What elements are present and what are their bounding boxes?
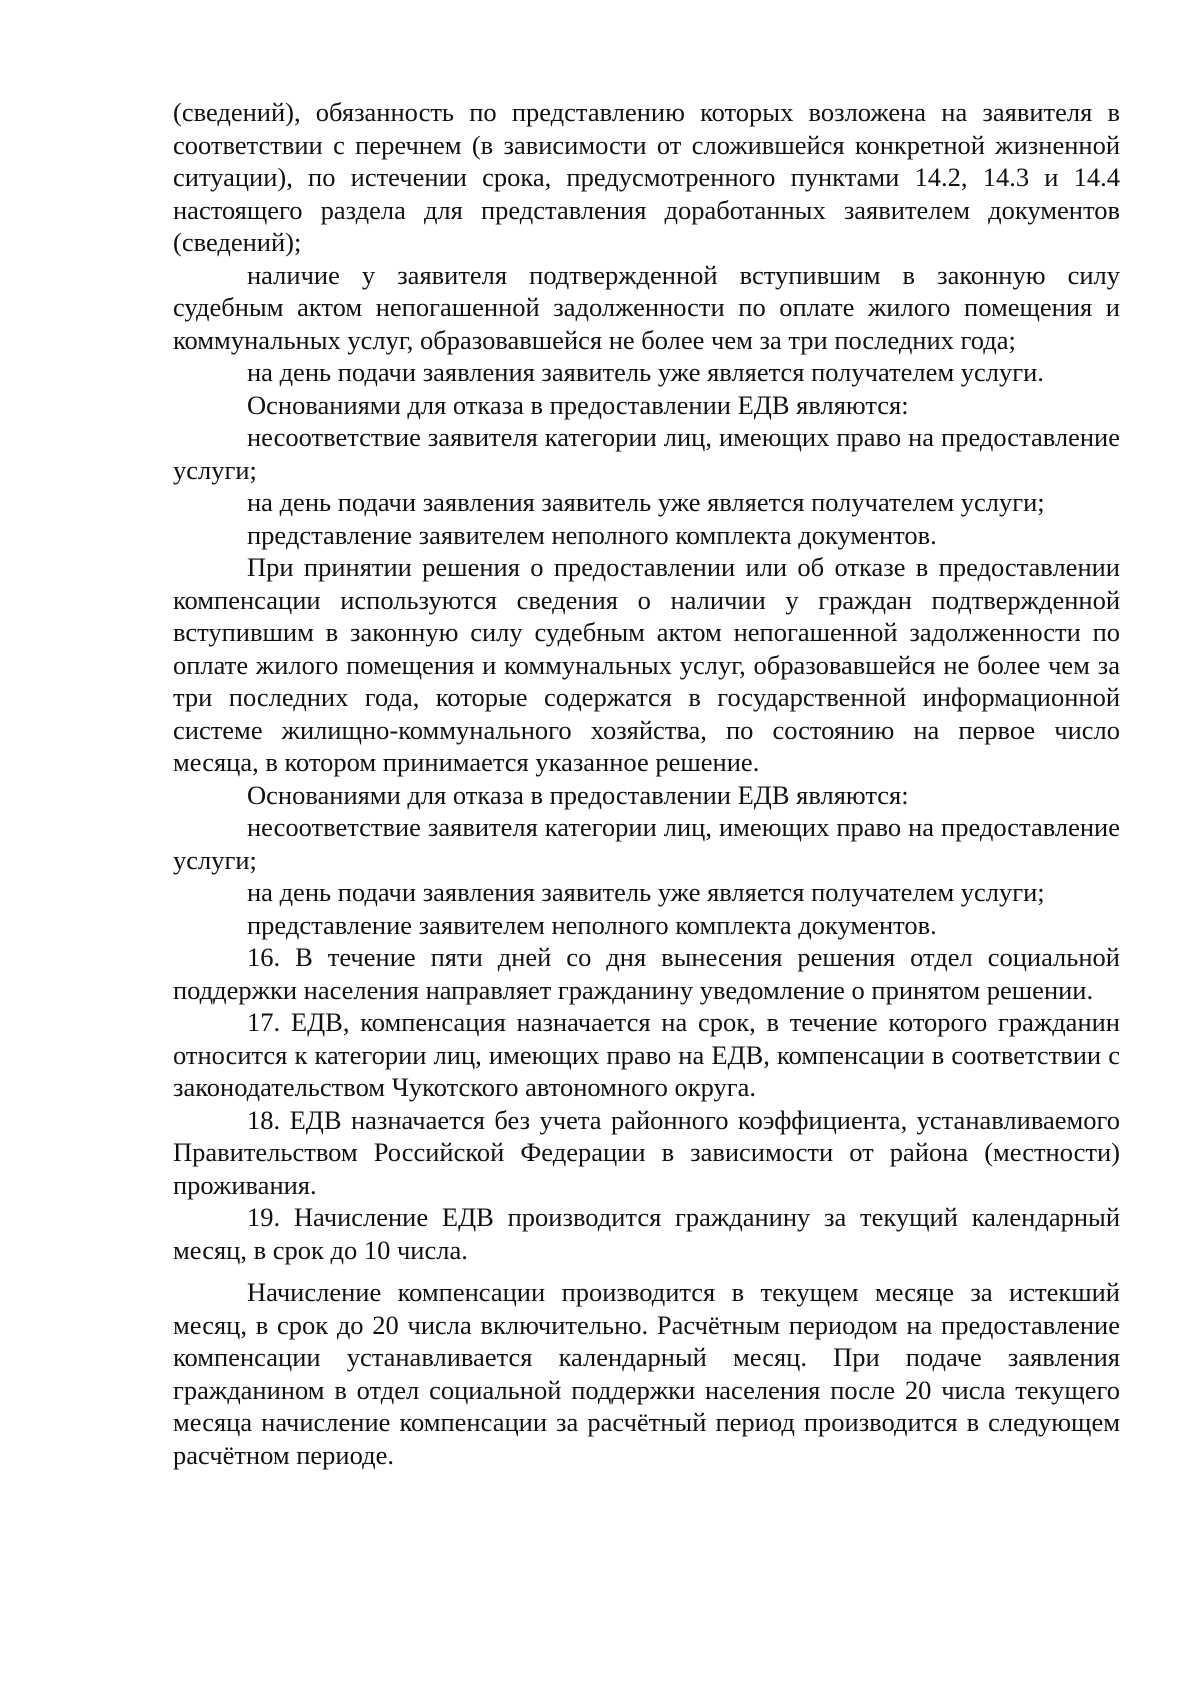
paragraph-already-recipient: на день подачи заявления заявитель уже является получателем услуги.: [247, 357, 1044, 387]
paragraph-refusal-incomplete-2: представление заявителем неполного комплекта документов.: [247, 909, 937, 940]
paragraph-refusal-recipient: на день подачи заявления заявитель уже является получателем услуги;: [247, 487, 1045, 517]
paragraph-item-19: 19. Начисление ЕДВ производится гражданину за текущий календарный месяц, в срок до 10 числа.: [173, 1202, 1120, 1265]
document-body: [173, 96, 1120, 1471]
paragraph-refusal-incomplete: представление заявителем неполного комплекта документов.: [247, 519, 937, 550]
paragraph-debt-condition: наличие у заявителя подтвержденной вступившим в законную силу судебным актом непогашенной задолженности по оплате жилого помещения и коммунальных услуг, образовавшейся не более чем за три последних года;: [173, 259, 1120, 355]
paragraph-refusal-category-2: несоответствие заявителя категории лиц, имеющих право на предоставление услуги;: [173, 812, 1120, 875]
paragraph-refusal-grounds-heading: Основаниями для отказа в предоставлении ЕДВ являются:: [247, 389, 909, 420]
paragraph-compensation-accrual: Начисление компенсации производится в текущем месяце за истекший месяц, в срок до 20 числа включительно. Расчётным периодом на предоставление компенсации устанавливается календарный месяц. При подаче заявления гражданином в отдел социальной поддержки населения после 20 числа текущего месяца начисление компенсации за расчётный период производится в следующем расчётном периоде.: [173, 1277, 1120, 1470]
paragraph-refusal-grounds-heading-2: Основаниями для отказа в предоставлении ЕДВ являются:: [247, 779, 909, 810]
paragraph-item-16: 16. В течение пяти дней со дня вынесения решения отдел социальной поддержки населения направляет гражданину уведомление о принятом решении.: [173, 942, 1120, 1005]
paragraph-item-18: 18. ЕДВ назначается без учета районного коэффициента, устанавливаемого Правительством Российской Федерации в зависимости от района (местности) проживания.: [173, 1104, 1120, 1200]
paragraph-refusal-category: несоответствие заявителя категории лиц, имеющих право на предоставление услуги;: [173, 422, 1120, 485]
paragraph-continuation: (сведений), обязанность по представлению которых возложена на заявителя в соответствии с перечнем (в зависимости от сложившейся конкретной жизненной ситуации), по истечении срока, предусмотренного пунктами 14.2, 14.3 и 14.4 настоящего раздела для представления доработанных заявителем документов (сведений);: [173, 97, 1120, 257]
paragraph-item-17: 17. ЕДВ, компенсация назначается на срок, в течение которого гражданин относится к категории лиц, имеющих право на ЕДВ, компенсации в соответствии с законодательством Чукотского автономного округа.: [173, 1007, 1120, 1102]
paragraph-compensation-decision: При принятии решения о предоставлении или об отказе в предоставлении компенсации используются сведения о наличии у граждан подтвержденной вступившим в законную силу судебным актом непогашенной задолженности по оплате жилого помещения и коммунальных услуг, образовавшейся не более чем за три последних года, которые содержатся в государственной информационной системе жилищно-коммунального хозяйства, по состоянию на первое число месяца, в котором принимается указанное решение.: [173, 552, 1120, 777]
paragraph-refusal-recipient-2: на день подачи заявления заявитель уже является получателем услуги;: [247, 877, 1045, 907]
